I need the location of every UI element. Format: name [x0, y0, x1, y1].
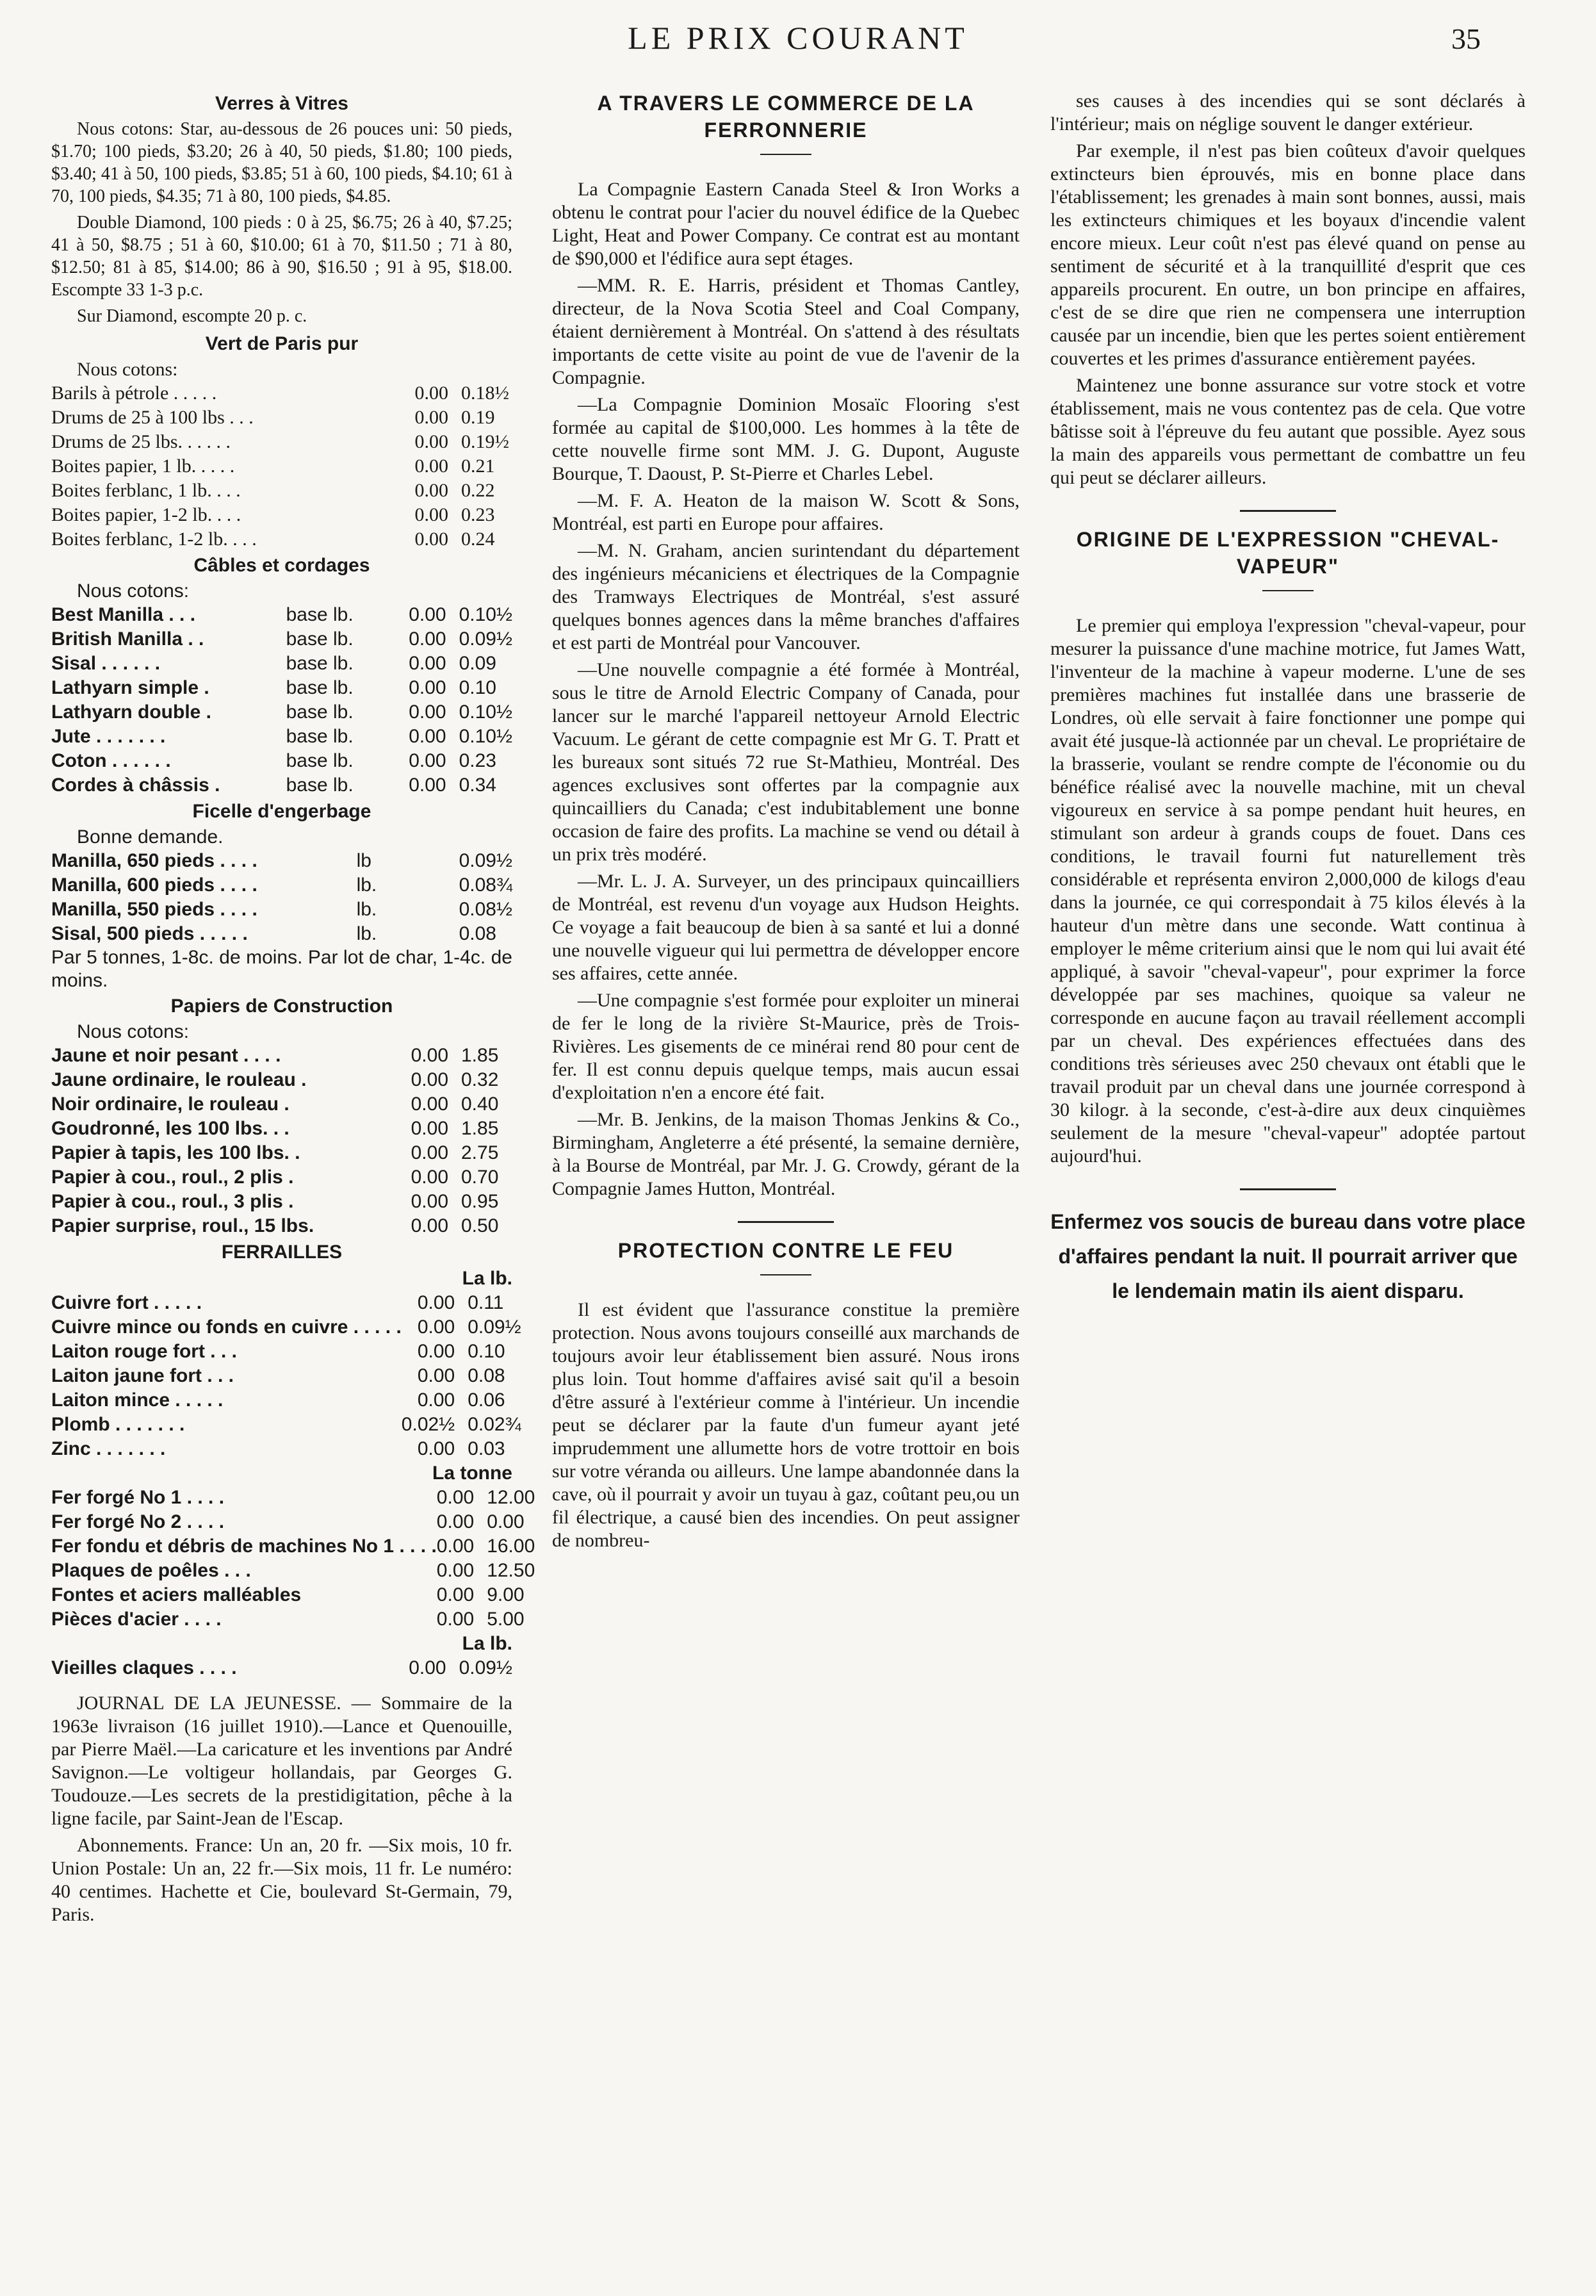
item-label: Drums de 25 à 100 lbs . . . [51, 407, 254, 428]
item-price-low: 0.00 [417, 1390, 455, 1411]
item-price-high: 0.40 [461, 1094, 499, 1115]
item-price-low: 0.00 [436, 1511, 475, 1532]
ferrailles-unit-tonne: La tonne [432, 1463, 512, 1484]
item-label: Manilla, 650 pieds . . . . [51, 850, 257, 871]
price-row [51, 479, 512, 503]
item-price-high: 0.22 [461, 480, 495, 501]
section-heading-ficelle: Ficelle d'engerbage [192, 801, 371, 822]
item-price-low: 0.00 [409, 628, 446, 650]
price-row [51, 1044, 512, 1068]
item-price-low: 0.00 [411, 1118, 448, 1139]
item-label: Goudronné, les 100 lbs. . . [51, 1118, 289, 1139]
item-price-high: 0.23 [461, 504, 495, 525]
item-price-low: 0.00 [436, 1609, 475, 1630]
section-heading-ferronnerie: A TRAVERS LE COMMERCE DE LA FERRONNERIE [597, 92, 975, 142]
price-row [51, 725, 512, 749]
section-heading-ferrailles: FERRAILLES [221, 1242, 343, 1263]
item-label: Vieilles claques . . . . [51, 1657, 237, 1678]
price-row [51, 849, 512, 873]
item-price-low: 0.00 [417, 1292, 455, 1313]
item-label: Fer forgé No 1 . . . . [51, 1487, 225, 1508]
item-price-low: 0.00 [411, 1215, 448, 1236]
item-label: Fer fondu et débris de machines No 1 . . . . [51, 1536, 437, 1557]
item-label: Lathyarn double . [51, 701, 212, 723]
price-row [51, 773, 512, 798]
item-label: Laiton jaune fort . . . [51, 1365, 234, 1386]
item-price-high: 0.10 [459, 677, 496, 698]
item-label: Plomb . . . . . . . [51, 1414, 185, 1435]
item-price-high: 0.24 [461, 529, 495, 550]
price-row [51, 1559, 535, 1583]
item-label: Plaques de poêles . . . [51, 1560, 251, 1581]
price-row [51, 652, 512, 676]
item-label: Papier à cou., roul., 3 plis . [51, 1191, 294, 1212]
journal-jeunesse-abonnements: Abonnements. France: Un an, 20 fr. —Six mois, 10 fr. Union Postale: Un an, 22 fr.—Six mois, 11 fr. Le numéro: 40 centimes. Hachette et Cie, boulevard St-Germain, 79, Paris. [51, 1835, 512, 1925]
item-price-high: 0.10½ [459, 726, 512, 747]
item-price-high: 0.00 [487, 1511, 525, 1532]
price-row [51, 454, 512, 479]
item-price-high: 16.00 [487, 1536, 535, 1557]
price-row [51, 700, 512, 725]
item-unit: base lb. [286, 726, 354, 747]
item-price-low: 0.00 [414, 480, 448, 501]
item-price-low: 0.00 [417, 1341, 455, 1362]
item-price-high: 12.00 [487, 1487, 535, 1508]
ferrailles-table-claques [51, 1656, 512, 1680]
item-label: Cordes à châssis . [51, 775, 220, 796]
item-price-high: 9.00 [487, 1584, 525, 1605]
item-label: Jaune ordinaire, le rouleau . [51, 1069, 307, 1090]
price-row [51, 1190, 512, 1214]
verres-text: Nous cotons: Star, au-dessous de 26 pouces uni: 50 pieds, $1.70; 100 pieds, $3.20; 26 à 40, 50 pieds, $1.80; 100 pieds, $3.40; 41 à 50, 100 pieds, $3.85; 51 à 60, 100 pieds, $4.10; 61 à 70, 100 pieds, $4.35; 71 à 80, 100 pieds, $4.85. [51, 119, 512, 206]
item-label: Barils à pétrole . . . . . [51, 382, 217, 404]
journal-jeunesse-text: JOURNAL DE LA JEUNESSE. — Sommaire de la 1963e livraison (16 juillet 1910).—Lance et Quenouille, par Pierre Maël.—La caricature et les inventions par André Savignon.—Le voltigeur hollandais, par Georges G. Toudouze.—Les secrets de la prestidigitation, pêche à la ligne facile, par Saint-Jean de l'Escap. [51, 1693, 512, 1829]
papiers-price-table [51, 1044, 512, 1238]
item-label: Jaune et noir pesant . . . . [51, 1045, 281, 1066]
price-row [51, 627, 512, 652]
item-label: Laiton rouge fort . . . [51, 1341, 237, 1362]
ferrailles-unit-lb: La lb. [462, 1268, 512, 1289]
cables-price-table [51, 603, 512, 798]
section-divider [1240, 510, 1336, 512]
item-unit: base lb. [286, 653, 354, 674]
item-unit: lb. [356, 923, 377, 944]
item-label: Boites papier, 1-2 lb. . . . [51, 504, 241, 525]
section-heading-verres: Verres à Vitres [215, 93, 348, 114]
price-row [51, 1165, 512, 1190]
item-price-high: 0.09½ [459, 850, 512, 871]
price-row [51, 1534, 535, 1559]
item-label: Papier à cou., roul., 2 plis . [51, 1167, 294, 1188]
ferrailles-unit-lb-2: La lb. [462, 1633, 512, 1654]
item-label: Best Manilla . . . [51, 604, 196, 625]
price-row [51, 381, 512, 406]
item-price-low: 0.00 [411, 1045, 448, 1066]
item-label: Pièces d'acier . . . . [51, 1609, 222, 1630]
item-label: Jute . . . . . . . [51, 726, 166, 747]
item-label: Papier surprise, roul., 15 lbs. [51, 1215, 314, 1236]
heading-divider [760, 154, 811, 155]
item-label: Laiton mince . . . . . [51, 1390, 224, 1411]
news-paragraph: —Mr. L. J. A. Surveyer, un des principaux quincailliers de Montréal, est revenu d'un voyage aux Hudson Heights. Ce voyage a fait beaucoup de bien à sa santé et lui a donné une nouvelle vigueur qui lui permettra de développer encore ses affaires, cette année. [552, 871, 1020, 984]
item-price-low: 0.00 [417, 1438, 455, 1459]
papiers-intro: Nous cotons: [77, 1021, 190, 1042]
vert-intro: Nous cotons: [77, 359, 178, 380]
item-price-high: 0.19 [461, 407, 495, 428]
item-price-high: 0.08¾ [459, 874, 512, 896]
item-price-low: 0.00 [414, 529, 448, 550]
item-price-high: 12.50 [487, 1560, 535, 1581]
vert-price-table [51, 381, 512, 552]
price-row [51, 1141, 512, 1165]
item-price-low: 0.00 [411, 1167, 448, 1188]
price-row [51, 1291, 521, 1315]
item-price-low: 0.00 [414, 382, 448, 404]
item-price-high: 0.09 [459, 653, 496, 674]
item-label: Sisal, 500 pieds . . . . . [51, 923, 248, 944]
item-price-low: 0.00 [411, 1191, 448, 1212]
section-divider [1240, 1188, 1336, 1190]
item-label: Sisal . . . . . . [51, 653, 161, 674]
news-paragraph: —Une nouvelle compagnie a été formée à Montréal, sous le titre de Arnold Electric Company of Canada, pour lancer sur le marché l'appareil nettoyeur Arnold Electric Vacuum. Le gérant de cette compagnie est Mr G. T. Pratt et les bureaux sont situés 72 rue St-Mathieu, Montréal. Des agences exclusives sont offertes par la compagnie aux quincailliers du Canada; c'est indubitablement une bonne occasion de faire des profits. La machine se vend ou détail à un prix très modéré. [552, 659, 1020, 865]
price-row [51, 749, 512, 773]
item-label: British Manilla . . [51, 628, 204, 650]
price-row [51, 922, 512, 946]
verres-text-2: Double Diamond, 100 pieds : 0 à 25, $6.75; 26 à 40, $7.25; 41 à 50, $8.75 ; 51 à 60, $10.00; 61 à 70, $11.50 ; 71 à 80, $12.50; 81 à 85, $14.00; 86 à 90, $16.50 ; 91 à 95, $18.00. Escompte 33 1-3 p.c. [51, 213, 512, 300]
article-paragraph: Il est évident que l'assurance constitue la première protection. Nous avons toujours conseillé aux marchands de toujours avoir leur établissement bien assuré. Nous irons plus loin. Tout homme d'affaires avisé sait qu'il a besoin d'être assuré à l'extérieur comme à l'intérieur. Un incendie peut se déclarer par la faute d'un fumeur ayant jeté imprudemment une allumette hors de votre trottoir en bois sur votre véranda ou ailleurs. Une lampe abandonnée dans la cave, où il pourrait y avoir un tuyau à gaz, coûtant peu,ou un fil électrique, a causé bien des incendies. On peut assigner de nombreu- [552, 1299, 1020, 1551]
item-price-high: 0.08 [459, 923, 496, 944]
item-label: Manilla, 600 pieds . . . . [51, 874, 257, 896]
item-price-low: 0.00 [409, 750, 446, 771]
item-price-low: 0.00 [409, 653, 446, 674]
price-row [51, 1117, 512, 1141]
item-price-low: 0.00 [436, 1560, 475, 1581]
price-row [51, 1656, 512, 1680]
item-price-low: 0.00 [417, 1316, 455, 1338]
item-price-low: 0.00 [409, 726, 446, 747]
item-unit: lb. [356, 899, 377, 920]
price-row [51, 406, 512, 430]
item-price-high: 0.70 [461, 1167, 499, 1188]
price-row [51, 1092, 512, 1117]
item-unit: base lb. [286, 701, 354, 723]
item-unit: base lb. [286, 604, 354, 625]
item-price-high: 0.06 [468, 1390, 505, 1411]
item-price-high: 1.85 [461, 1045, 499, 1066]
item-price-low: 0.00 [436, 1487, 475, 1508]
article-paragraph: Le premier qui employa l'expression "cheval-vapeur, pour mesurer la puissance d'une machine motrice, fut James Watt, l'inventeur de la machine à vapeur moderne. L'une de ses premières machines fut installée dans une brasserie de Londres, où elle servait à faire fonctionner une pompe qui avait été jusque-là actionnée par un cheval. Le propriétaire de la brasserie, voulant se rendre compte de l'économie ou du bénéfice réalisé avec la nouvelle machine, mit un cheval vigoureux en service à sa pompe pendant huit heures, en stimulant son ardeur à grands coups de fouet. Dans ces conditions, le travail fourni fut naturellement très considérable et représenta environ 2,000,000 de kilogs d'eau dans la journée, ce qui correspondait à 75 kilos élevés à la hauteur d'un mètre dans une seconde. Watt continua à employer le même criterium ainsi que le nom qui lui avait été appliqué, à savoir "cheval-vapeur", pour exprimer la force développée par ses machines, quoique sa valeur ne corresponde en aucune façon au travail réellement accompli par un cheval. Des expériences effectuées dans des conditions très sérieuses avec 250 chevaux ont établi que le travail produit par un cheval dans une journée correspond à 30 kilogr. à la seconde, c'est-à-dire aux deux cinquièmes seulement de la mesure "cheval-vapeur" adoptée partout aujourd'hui. [1050, 615, 1526, 1167]
item-price-high: 0.18½ [461, 382, 509, 404]
column-prices [51, 90, 535, 1930]
item-price-high: 0.50 [461, 1215, 499, 1236]
heading-divider [760, 1274, 811, 1275]
item-unit: base lb. [286, 677, 354, 698]
item-price-high: 0.09½ [459, 628, 512, 650]
news-paragraph: —MM. R. E. Harris, président et Thomas Cantley, directeur, de la Nova Scotia Steel and Coal Company, étaient dernièrement à Montréal. On s'attend à des résultats importants de cette visite au point de vue de l'avenir de la Compagnie. [552, 275, 1020, 388]
closing-note: Enfermez vos soucis de bureau dans votre place d'affaires pendant la nuit. Il pourrait arriver que le lendemain matin ils aient disparu. [1050, 1210, 1526, 1302]
price-row [51, 527, 512, 552]
item-price-high: 0.23 [459, 750, 496, 771]
item-unit: base lb. [286, 750, 354, 771]
item-price-low: 0.00 [417, 1365, 455, 1386]
item-price-high: 0.08½ [459, 899, 512, 920]
item-price-high: 2.75 [461, 1142, 499, 1163]
article-paragraph: Par exemple, il n'est pas bien coûteux d'avoir quelques extincteurs bien éprouvés, mis en bonne place dans l'établissement; les grenades à main sont bonnes, aussi, mais les extincteurs chimiques et les boyaux d'incendie valent encore mieux. Leur coût n'est pas élevé quand on pense au sentiment de sécurité et à la tranquillité d'esprit que ces appareils procurent. En outre, un bon principe en affaires, c'est de se dire que rien ne compensera une interruption causée par un incendie, bien que les pertes soient entièrement couvertes et les primes d'assurance entièrement payées. [1050, 140, 1526, 369]
article-paragraph: ses causes à des incendies qui se sont déclarés à l'intérieur; mais on néglige souvent le danger extérieur. [1050, 90, 1526, 135]
item-price-high: 0.19½ [461, 431, 509, 452]
item-price-low: 0.00 [436, 1536, 475, 1557]
page-number: 35 [1451, 22, 1481, 55]
price-row [51, 1607, 535, 1632]
news-paragraph: —La Compagnie Dominion Mosaïc Flooring s'est formée au capital de $100,000. Les hommes à la tête de cette nouvelle firme sont MM. J. G. Dupont, Auguste Bourque, T. Daoust, P. St-Pierre et Charles Lebel. [552, 394, 1020, 484]
item-label: Boites papier, 1 lb. . . . . [51, 455, 235, 477]
cables-intro: Nous cotons: [77, 580, 190, 602]
item-price-low: 0.00 [411, 1069, 448, 1090]
news-paragraph: —M. F. A. Heaton de la maison W. Scott & Sons, Montréal, est parti en Europe pour affaires. [552, 490, 1020, 534]
item-label: Fontes et aciers malléables [51, 1584, 302, 1605]
item-price-high: 0.02¾ [468, 1414, 521, 1435]
item-price-low: 0.00 [409, 775, 446, 796]
item-price-high: 0.34 [459, 775, 496, 796]
item-price-low: 0.00 [411, 1142, 448, 1163]
item-unit: lb. [356, 874, 377, 896]
section-heading-feu: PROTECTION CONTRE LE FEU [617, 1239, 954, 1262]
item-price-high: 0.09½ [459, 1657, 512, 1678]
price-row [51, 603, 512, 627]
item-label: Coton . . . . . . [51, 750, 171, 771]
column-news [552, 90, 1020, 1556]
price-row [51, 1437, 521, 1461]
price-row [51, 1364, 521, 1388]
price-row [51, 430, 512, 454]
item-price-low: 0.00 [411, 1094, 448, 1115]
item-price-low: 0.00 [436, 1584, 475, 1605]
item-price-low: 0.00 [414, 455, 448, 477]
ficelle-note: Par 5 tonnes, 1-8c. de moins. Par lot de char, 1-4c. de moins. [51, 947, 512, 991]
journal-title: LE PRIX COURANT [628, 20, 968, 56]
item-price-low: 0.00 [409, 677, 446, 698]
item-price-high: 1.85 [461, 1118, 499, 1139]
item-unit: base lb. [286, 628, 354, 650]
item-price-high: 0.21 [461, 455, 495, 477]
article-paragraph: Maintenez une bonne assurance sur votre stock et votre établissement, mais ne vous contentez pas de cela. Que votre bâtisse soit à l'épreuve du feu autant que possible. Ayez sous la main des appareils vous permettant de combattre un feu qui peut se déclarer ailleurs. [1050, 375, 1526, 488]
price-row [51, 1340, 521, 1364]
price-row [51, 1068, 512, 1092]
section-heading-cables: Câbles et cordages [193, 555, 370, 576]
section-heading-papiers: Papiers de Construction [170, 996, 393, 1017]
price-row [51, 1510, 535, 1534]
price-row [51, 1486, 535, 1510]
verres-text-3: Sur Diamond, escompte 20 p. c. [77, 306, 307, 326]
item-price-low: 0.00 [409, 701, 446, 723]
item-price-high: 0.10½ [459, 701, 512, 723]
item-label: Boites ferblanc, 1 lb. . . . [51, 480, 241, 501]
price-row [51, 1214, 512, 1238]
price-row [51, 1413, 521, 1437]
item-price-low: 0.00 [409, 1657, 446, 1678]
heading-divider [1262, 590, 1314, 591]
item-price-high: 5.00 [487, 1609, 525, 1630]
item-label: Fer forgé No 2 . . . . [51, 1511, 225, 1532]
item-label: Boites ferblanc, 1-2 lb. . . . [51, 529, 257, 550]
ficelle-price-table [51, 849, 512, 946]
item-label: Drums de 25 lbs. . . . . . [51, 431, 231, 452]
item-label: Zinc . . . . . . . [51, 1438, 166, 1459]
item-unit: lb [356, 850, 371, 871]
news-paragraph: La Compagnie Eastern Canada Steel & Iron Works a obtenu le contrat pour l'acier du nouvel édifice de la Quebec Light, Heat and Power Company. Ce contrat est au montant de $90,000 et l'édifice aura sept étages. [552, 179, 1020, 269]
item-price-high: 0.95 [461, 1191, 499, 1212]
item-price-high: 0.09½ [468, 1316, 521, 1338]
section-heading-origine: ORIGINE DE L'EXPRESSION "CHEVAL-VAPEUR" [1076, 528, 1500, 578]
section-divider [738, 1221, 834, 1223]
item-price-low: 0.00 [414, 407, 448, 428]
news-paragraph: —M. N. Graham, ancien surintendant du département des ingénieurs mécaniciens et électriques de la Compagnie des Tramways Electriques de Montréal, s'est assuré quelques bonnes agences dans la même branches d'affaires et est parti de Montréal pour Vancouver. [552, 540, 1020, 653]
price-row [51, 503, 512, 527]
item-price-low: 0.02½ [401, 1414, 455, 1435]
item-price-high: 0.32 [461, 1069, 499, 1090]
item-price-low: 0.00 [414, 431, 448, 452]
ferrailles-table-tonne [51, 1486, 535, 1632]
item-price-high: 0.10½ [459, 604, 512, 625]
item-unit: base lb. [286, 775, 354, 796]
price-row [51, 1583, 535, 1607]
item-label: Manilla, 550 pieds . . . . [51, 899, 257, 920]
item-price-low: 0.00 [414, 504, 448, 525]
item-label: Cuivre mince ou fonds en cuivre . . . . . [51, 1316, 402, 1338]
item-price-high: 0.03 [468, 1438, 505, 1459]
news-paragraph: —Mr. B. Jenkins, de la maison Thomas Jenkins & Co., Birmingham, Angleterre a été présenté, la semaine dernière, à la Bourse de Montréal, par Mr. J. G. Crowdy, gérant de la Compagnie James Hutton, Montréal. [552, 1109, 1020, 1199]
price-row [51, 676, 512, 700]
item-label: Noir ordinaire, le rouleau . [51, 1094, 289, 1115]
news-paragraph: —Une compagnie s'est formée pour exploiter un minerai de fer le long de la rivière St-Maurice, près de Trois-Rivières. Les gisements de ce minérai rend 80 pour cent de fer. Il est connu depuis quelque temps, mais aucun essai d'exploitation n'en a encore été fait. [552, 990, 1020, 1103]
item-label: Lathyarn simple . [51, 677, 209, 698]
price-row [51, 1315, 521, 1340]
item-price-high: 0.11 [468, 1292, 504, 1313]
price-row [51, 898, 512, 922]
section-heading-vert: Vert de Paris pur [205, 333, 359, 354]
column-articles [1050, 90, 1526, 1308]
price-row [51, 873, 512, 898]
item-price-high: 0.10 [468, 1341, 505, 1362]
price-row [51, 1388, 521, 1413]
item-price-low: 0.00 [409, 604, 446, 625]
ferrailles-table-lb [51, 1291, 521, 1461]
item-price-high: 0.08 [468, 1365, 505, 1386]
item-label: Cuivre fort . . . . . [51, 1292, 202, 1313]
ficelle-intro: Bonne demande. [77, 826, 224, 848]
page-header [0, 19, 1596, 64]
item-label: Papier à tapis, les 100 lbs. . [51, 1142, 300, 1163]
